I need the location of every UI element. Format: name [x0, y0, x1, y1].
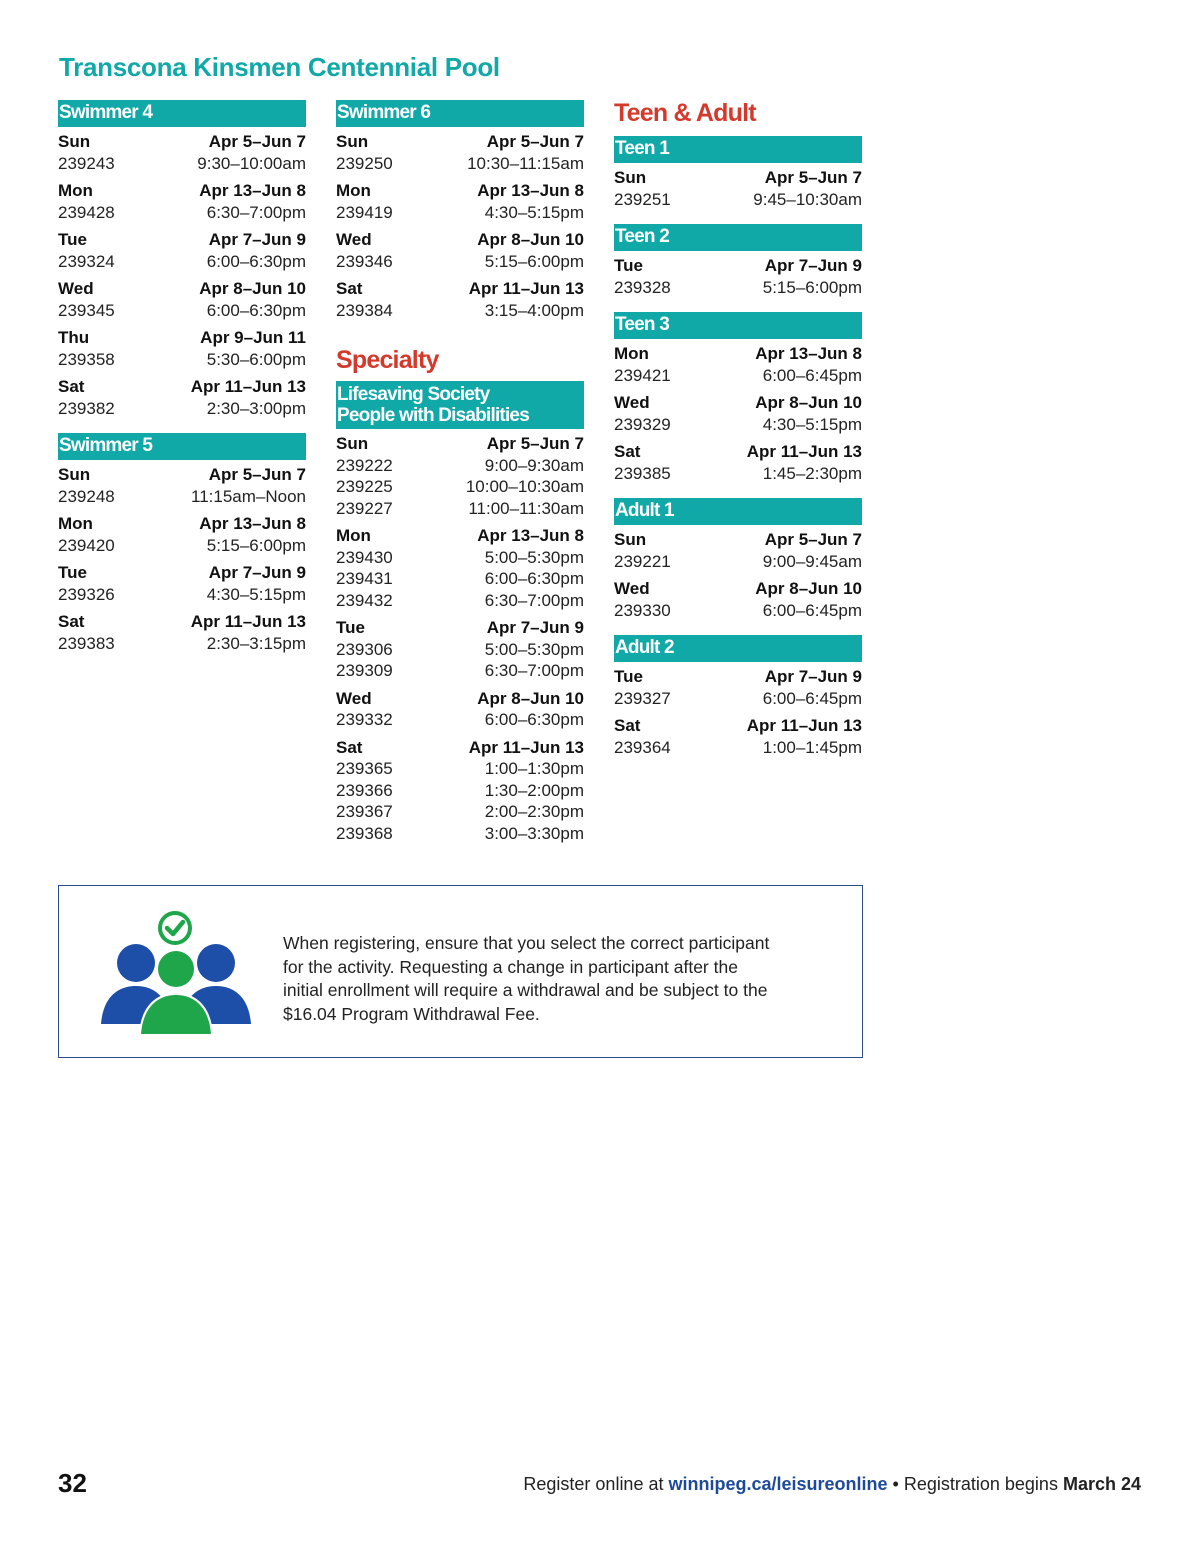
class-time: 6:00–6:45pm: [762, 688, 862, 708]
course-code: 239431: [336, 569, 393, 588]
column-1: [58, 100, 306, 668]
day-date-row: [614, 392, 862, 414]
day-label: Tue: [58, 563, 87, 582]
date-range: Apr 11–Jun 13: [190, 377, 306, 396]
date-range: Apr 11–Jun 13: [746, 442, 862, 461]
class-time: 1:00–1:45pm: [762, 737, 862, 757]
course-code: 239248: [58, 486, 115, 506]
date-range: Apr 5–Jun 7: [486, 434, 584, 453]
class-slot-row: [336, 455, 584, 477]
day-label: Mon: [58, 514, 93, 533]
course-code: 239324: [58, 251, 115, 271]
day-date-row: [58, 562, 306, 584]
course-code: 239221: [614, 551, 671, 571]
participants-check-icon: [99, 906, 254, 1036]
schedule-entry: [614, 666, 862, 709]
day-label: Wed: [614, 393, 650, 412]
day-label: Tue: [336, 618, 365, 637]
class-time: 1:00–1:30pm: [484, 759, 584, 778]
course-code: 239309: [336, 661, 393, 680]
class-time: 6:00–6:30pm: [484, 710, 584, 729]
day-date-row: [614, 255, 862, 277]
day-label: Mon: [336, 181, 371, 200]
page-number: 32: [58, 1468, 87, 1498]
schedule-entry: [336, 617, 584, 682]
day-label: Sun: [336, 434, 369, 453]
date-range: Apr 5–Jun 7: [764, 530, 862, 549]
day-label: Sun: [58, 465, 91, 484]
day-date-row: [336, 131, 584, 153]
schedule-entry: [58, 513, 306, 556]
date-range: Apr 5–Jun 7: [764, 168, 862, 187]
notice-line: for the activity. Requesting a change in participant after the: [283, 956, 738, 977]
course-code: 239382: [58, 398, 115, 418]
schedule-entry: [614, 715, 862, 758]
footer-registration-info: [523, 1474, 1141, 1495]
class-time: 5:15–6:00pm: [484, 251, 584, 271]
class-time: 2:30–3:15pm: [206, 633, 306, 653]
schedule-list: [336, 127, 584, 335]
class-slot-row: [58, 251, 306, 273]
day-date-row: [58, 376, 306, 398]
schedule-entry: [614, 529, 862, 572]
class-time: 6:00–6:30pm: [484, 569, 584, 588]
schedule-entry: [336, 278, 584, 321]
class-slot-row: [58, 349, 306, 371]
schedule-list: [614, 163, 862, 224]
class-time: 10:00–10:30am: [465, 477, 584, 496]
class-slot-row: [614, 551, 862, 573]
class-slot-row: [58, 300, 306, 322]
course-code: 239368: [336, 823, 393, 843]
section-title: Swimmer 4: [59, 102, 153, 123]
section-bar-adult-2: [614, 635, 862, 662]
schedule-entry: [58, 327, 306, 370]
section-title: Swimmer 6: [337, 102, 431, 123]
class-slot-row: [58, 584, 306, 606]
day-label: Mon: [614, 344, 649, 363]
class-slot-row: [614, 189, 862, 211]
day-label: Tue: [58, 230, 87, 249]
page-title: Transcona Kinsmen Centennial Pool: [59, 52, 500, 82]
date-range: Apr 11–Jun 13: [468, 737, 584, 757]
day-date-row: [336, 688, 584, 710]
footer-prefix: Register online at: [523, 1474, 669, 1494]
class-slot-row: [58, 535, 306, 557]
class-slot-row: [614, 463, 862, 485]
course-code: 239222: [336, 455, 393, 475]
date-range: Apr 5–Jun 7: [486, 132, 584, 151]
section-title: Adult 2: [615, 637, 674, 658]
day-date-row: [58, 131, 306, 153]
section-bar-swimmer-6: [336, 100, 584, 127]
class-time: 9:00–9:45am: [762, 551, 862, 571]
class-time: 6:30–7:00pm: [484, 661, 584, 680]
class-slot-row: [58, 633, 306, 655]
section-bar-adult-1: [614, 498, 862, 525]
day-date-row: [58, 180, 306, 202]
class-slot-row: [336, 568, 584, 590]
class-time: 5:15–6:00pm: [206, 535, 306, 555]
date-range: Apr 7–Jun 9: [208, 230, 306, 249]
class-time: 11:15am–Noon: [191, 486, 306, 506]
class-slot-row: [336, 639, 584, 661]
course-code: 239365: [336, 759, 393, 778]
course-code: 239366: [336, 780, 393, 800]
notice-line: $16.04 Program Withdrawal Fee.: [283, 1003, 540, 1024]
class-time: 11:00–11:30am: [468, 498, 584, 518]
class-time: 5:30–6:00pm: [206, 349, 306, 369]
course-code: 239358: [58, 349, 115, 369]
category-heading-teen-adult: Teen & Adult: [614, 99, 756, 127]
class-time: 4:30–5:15pm: [762, 414, 862, 434]
day-label: Tue: [614, 667, 643, 686]
day-label: Sat: [336, 279, 363, 298]
class-time: 9:45–10:30am: [753, 189, 862, 209]
schedule-list: [58, 127, 306, 433]
day-date-row: [614, 578, 862, 600]
class-slot-row: [336, 709, 584, 731]
notice-line: initial enrollment will require a withdrawal and be subject to the: [283, 980, 768, 1000]
day-date-row: [58, 278, 306, 300]
date-range: Apr 7–Jun 9: [486, 618, 584, 637]
class-slot-row: [336, 476, 584, 498]
day-label: Thu: [58, 328, 90, 347]
section-title: Swimmer 5: [59, 435, 153, 456]
day-label: Wed: [336, 688, 372, 708]
schedule-entry: [58, 562, 306, 605]
section-bar-swimmer-4: [58, 100, 306, 127]
course-code: 239346: [336, 251, 393, 271]
date-range: Apr 11–Jun 13: [190, 612, 306, 631]
schedule-entry: [336, 229, 584, 272]
schedule-list: [336, 429, 584, 858]
day-label: Sun: [336, 132, 369, 151]
class-slot-row: [614, 365, 862, 387]
day-date-row: [58, 464, 306, 486]
schedule-entry: [614, 343, 862, 386]
day-label: Sat: [58, 612, 85, 631]
class-time: 6:00–6:45pm: [762, 365, 862, 385]
schedule-list: [614, 339, 862, 498]
schedule-entry: [614, 167, 862, 210]
day-label: Sun: [58, 132, 91, 151]
schedule-list: [58, 460, 306, 668]
course-code: 239306: [336, 639, 393, 659]
class-slot-row: [58, 398, 306, 420]
class-slot-row: [58, 202, 306, 224]
class-time: 9:00–9:30am: [484, 455, 584, 475]
date-range: Apr 7–Jun 9: [764, 256, 862, 275]
section-title: Teen 3: [615, 314, 669, 335]
course-code: 239367: [336, 802, 393, 821]
class-slot-row: [614, 600, 862, 622]
course-code: 239250: [336, 153, 393, 173]
day-label: Wed: [614, 579, 650, 598]
schedule-entry: [614, 392, 862, 435]
course-code: 239364: [614, 737, 671, 757]
class-slot-row: [58, 486, 306, 508]
date-range: Apr 13–Jun 8: [477, 526, 584, 545]
date-range: Apr 8–Jun 10: [477, 688, 584, 708]
class-slot-row: [336, 590, 584, 612]
section-title: Adult 1: [615, 500, 674, 521]
class-slot-row: [336, 823, 584, 845]
course-code: 239225: [336, 477, 393, 496]
course-code: 239421: [614, 365, 671, 385]
class-slot-row: [336, 801, 584, 823]
date-range: Apr 8–Jun 10: [755, 579, 862, 598]
class-time: 3:15–4:00pm: [484, 300, 584, 320]
course-code: 239328: [614, 277, 671, 297]
class-time: 2:30–3:00pm: [206, 398, 306, 418]
participant-notice-box: [58, 885, 863, 1058]
schedule-list: [614, 251, 862, 312]
schedule-list: [614, 662, 862, 772]
class-time: 4:30–5:15pm: [484, 202, 584, 222]
class-time: 10:30–11:15am: [467, 153, 584, 173]
class-time: 5:00–5:30pm: [484, 639, 584, 659]
day-date-row: [336, 433, 584, 455]
class-slot-row: [336, 202, 584, 224]
class-time: 6:00–6:30pm: [206, 251, 306, 271]
course-code: 239385: [614, 463, 671, 483]
day-label: Sat: [58, 377, 85, 396]
section-bar-teen-1: [614, 136, 862, 163]
date-range: Apr 7–Jun 9: [764, 667, 862, 686]
course-code: 239384: [336, 300, 393, 320]
schedule-entry: [58, 180, 306, 223]
class-slot-row: [336, 498, 584, 520]
category-heading-specialty: Specialty: [336, 346, 439, 374]
class-time: 4:30–5:15pm: [206, 584, 306, 604]
day-date-row: [614, 715, 862, 737]
class-slot-row: [336, 758, 584, 780]
schedule-entry: [336, 525, 584, 611]
course-code: 239327: [614, 688, 671, 708]
course-code: 239430: [336, 547, 393, 567]
date-range: Apr 13–Jun 8: [477, 181, 584, 200]
day-label: Mon: [58, 181, 93, 200]
day-label: Sat: [336, 737, 363, 757]
course-code: 239432: [336, 590, 393, 610]
day-date-row: [58, 327, 306, 349]
schedule-list: [614, 525, 862, 635]
day-label: Sun: [614, 530, 647, 549]
class-slot-row: [336, 547, 584, 569]
section-bar-teen-3: [614, 312, 862, 339]
day-date-row: [614, 343, 862, 365]
day-date-row: [336, 737, 584, 759]
schedule-entry: [336, 180, 584, 223]
column-3: [614, 100, 862, 772]
day-date-row: [336, 229, 584, 251]
schedule-entry: [614, 255, 862, 298]
section-bar-teen-2: [614, 224, 862, 251]
class-time: 1:30–2:00pm: [484, 780, 584, 800]
class-slot-row: [336, 251, 584, 273]
class-slot-row: [336, 780, 584, 802]
class-slot-row: [614, 737, 862, 759]
section-title: Teen 1: [615, 138, 669, 159]
class-slot-row: [614, 277, 862, 299]
course-code: 239420: [58, 535, 115, 555]
course-code: 239419: [336, 202, 393, 222]
schedule-entry: [614, 441, 862, 484]
section-title: Teen 2: [615, 226, 669, 247]
section-bar-lifesaving-society: [336, 381, 584, 429]
day-date-row: [614, 666, 862, 688]
date-range: Apr 5–Jun 7: [208, 465, 306, 484]
class-time: 6:30–7:00pm: [484, 590, 584, 610]
day-date-row: [58, 229, 306, 251]
date-range: Apr 11–Jun 13: [746, 716, 862, 735]
date-range: Apr 5–Jun 7: [208, 132, 306, 151]
schedule-entry: [58, 376, 306, 419]
schedule-entry: [336, 737, 584, 845]
course-code: 239243: [58, 153, 115, 173]
notice-message: [283, 932, 823, 1026]
schedule-entry: [58, 131, 306, 174]
class-time: 2:00–2:30pm: [484, 802, 584, 821]
class-time: 6:30–7:00pm: [206, 202, 306, 222]
course-code: 239251: [614, 189, 671, 209]
date-range: Apr 9–Jun 11: [200, 328, 306, 347]
day-date-row: [336, 180, 584, 202]
notice-line: When registering, ensure that you select the correct participant: [283, 933, 770, 953]
day-date-row: [614, 441, 862, 463]
course-code: 239227: [336, 498, 393, 518]
class-time: 6:00–6:30pm: [206, 300, 306, 320]
section-title: Lifesaving Society: [337, 384, 490, 405]
class-time: 3:00–3:30pm: [484, 823, 584, 843]
schedule-entry: [58, 464, 306, 507]
day-date-row: [58, 513, 306, 535]
leisure-online-link[interactable]: winnipeg.ca/leisureonline: [668, 1474, 888, 1494]
date-range: Apr 7–Jun 9: [208, 563, 306, 582]
day-date-row: [58, 611, 306, 633]
course-code: 239345: [58, 300, 115, 320]
day-label: Sat: [614, 442, 641, 461]
day-label: Mon: [336, 526, 371, 545]
schedule-entry: [614, 578, 862, 621]
class-slot-row: [336, 153, 584, 175]
day-date-row: [614, 167, 862, 189]
date-range: Apr 13–Jun 8: [199, 514, 306, 533]
schedule-entry: [58, 229, 306, 272]
course-code: 239383: [58, 633, 115, 653]
schedule-entry: [336, 131, 584, 174]
course-code: 239326: [58, 584, 115, 604]
class-time: 5:00–5:30pm: [484, 547, 584, 567]
day-label: Sun: [614, 168, 647, 187]
class-slot-row: [58, 153, 306, 175]
date-range: Apr 8–Jun 10: [477, 230, 584, 249]
class-time: 5:15–6:00pm: [762, 277, 862, 297]
course-code: 239330: [614, 600, 671, 620]
day-label: Tue: [614, 256, 643, 275]
class-time: 9:30–10:00am: [197, 153, 306, 173]
day-date-row: [336, 617, 584, 639]
course-code: 239332: [336, 710, 393, 729]
day-date-row: [614, 529, 862, 551]
class-slot-row: [336, 300, 584, 322]
schedule-entry: [58, 278, 306, 321]
section-bar-swimmer-5: [58, 433, 306, 460]
course-code: 239329: [614, 414, 671, 434]
course-code: 239428: [58, 202, 115, 222]
date-range: Apr 8–Jun 10: [755, 393, 862, 412]
class-slot-row: [614, 414, 862, 436]
class-slot-row: [614, 688, 862, 710]
date-range: Apr 11–Jun 13: [468, 279, 584, 298]
schedule-entry: [336, 433, 584, 519]
day-date-row: [336, 278, 584, 300]
class-time: 1:45–2:30pm: [762, 463, 862, 483]
day-label: Wed: [336, 230, 372, 249]
date-range: Apr 8–Jun 10: [199, 279, 306, 298]
schedule-entry: [336, 688, 584, 731]
date-range: Apr 13–Jun 8: [199, 181, 306, 200]
day-label: Wed: [58, 279, 94, 298]
schedule-entry: [58, 611, 306, 654]
class-time: 6:00–6:45pm: [762, 600, 862, 620]
day-date-row: [336, 525, 584, 547]
date-range: Apr 13–Jun 8: [755, 344, 862, 363]
registration-date: March 24: [1062, 1474, 1141, 1494]
class-slot-row: [336, 660, 584, 682]
footer-separator: • Registration begins: [887, 1474, 1063, 1494]
day-label: Sat: [614, 716, 641, 735]
section-title: People with Disabilities: [337, 405, 529, 426]
column-2: [336, 100, 584, 858]
